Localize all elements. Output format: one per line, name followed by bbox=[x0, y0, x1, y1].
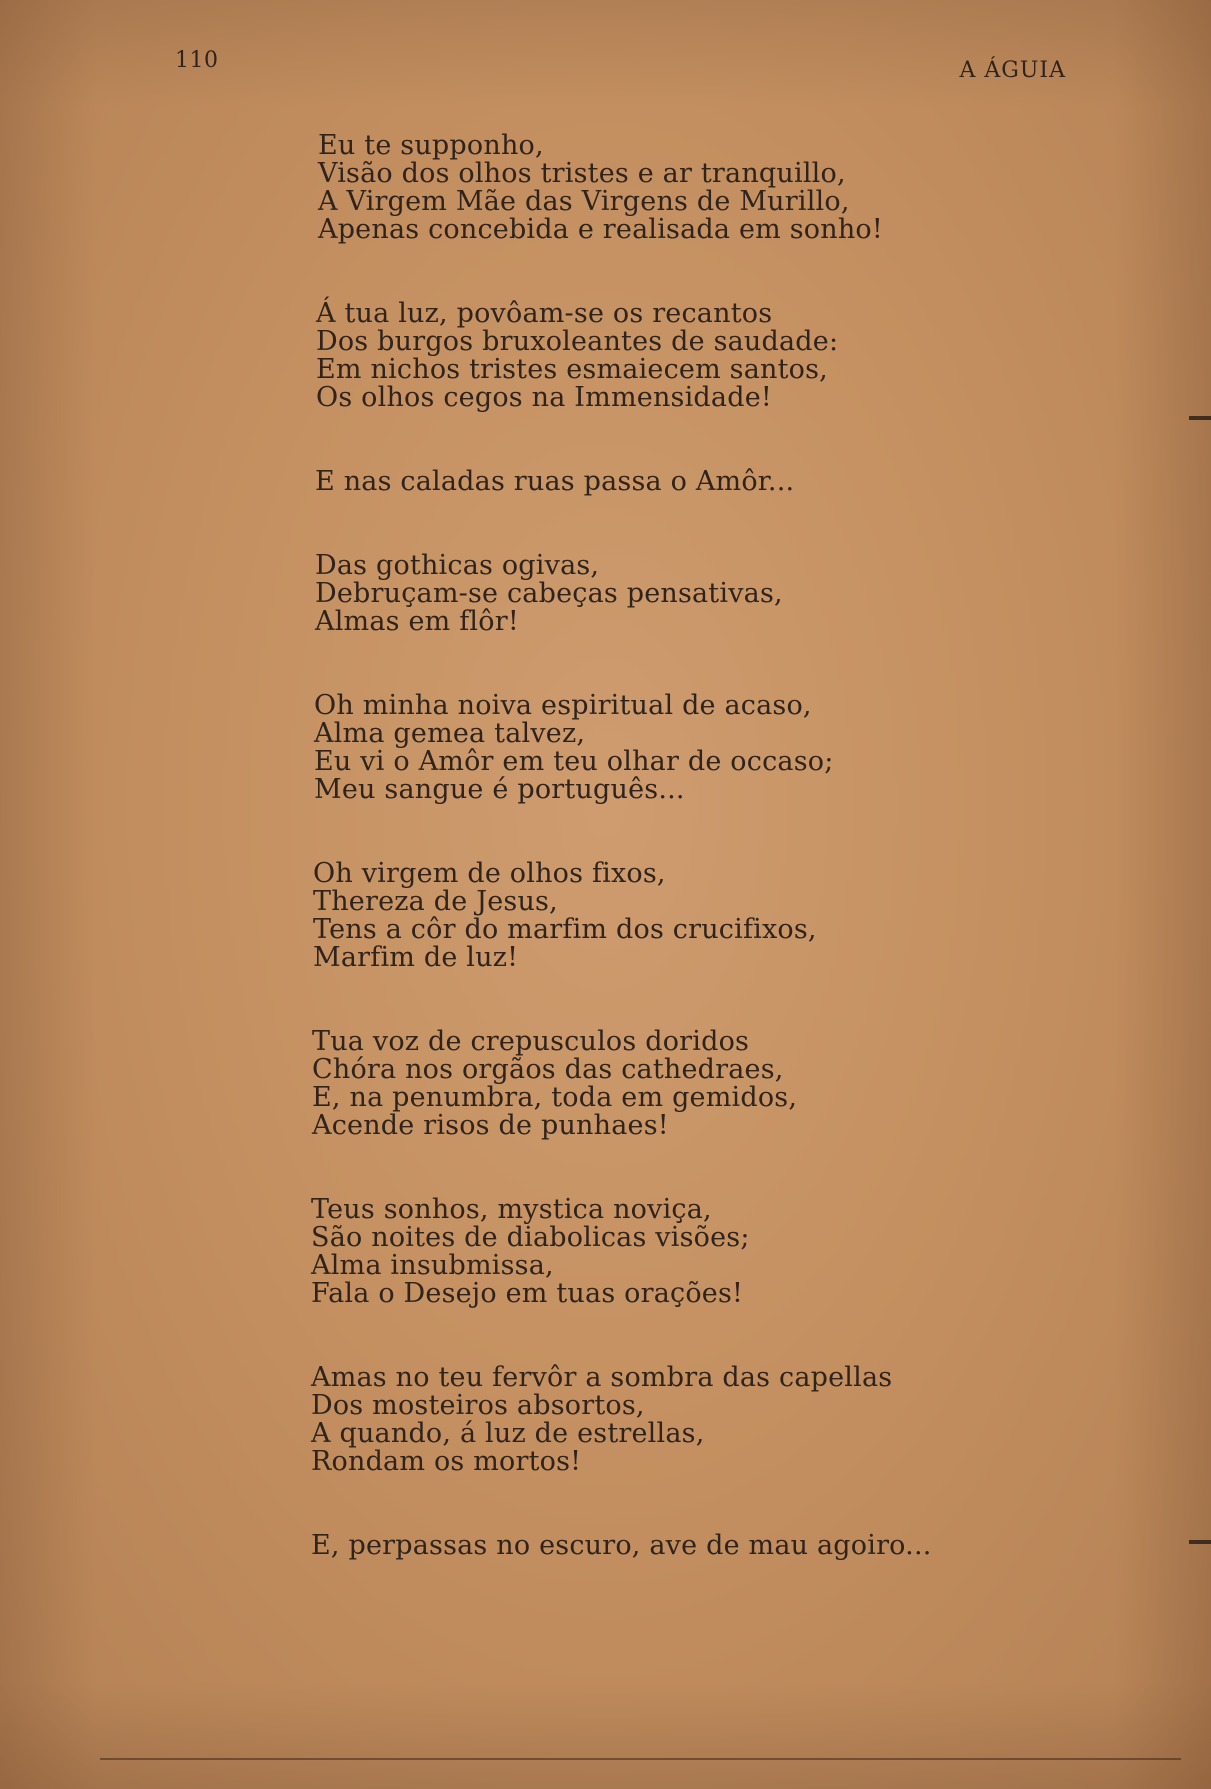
poem-line: E, na penumbra, toda em gemidos, bbox=[312, 1082, 798, 1113]
poem-line: Tens a côr do marfim dos crucifixos, bbox=[313, 914, 817, 945]
margin-mark bbox=[1189, 1540, 1211, 1544]
poem-line: Oh minha noiva espiritual de acaso, bbox=[314, 690, 812, 721]
margin-mark bbox=[1189, 416, 1211, 420]
poem-line: A quando, á luz de estrellas, bbox=[311, 1418, 705, 1449]
poem-line: Á tua luz, povôam-se os recantos bbox=[316, 298, 773, 329]
poem-line: Amas no teu fervôr a sombra das capellas bbox=[311, 1362, 893, 1393]
poem-line: Almas em flôr! bbox=[315, 606, 519, 637]
page-number: 110 bbox=[175, 48, 219, 73]
poem-line: E nas caladas ruas passa o Amôr... bbox=[315, 466, 795, 497]
poem-line: E, perpassas no escuro, ave de mau agoiro... bbox=[311, 1530, 932, 1561]
poem-line: Tua voz de crepusculos doridos bbox=[312, 1026, 750, 1057]
stanza bbox=[311, 1364, 1038, 1476]
poem-line: Teus sonhos, mystica noviça, bbox=[311, 1194, 712, 1225]
poem-line: Em nichos tristes esmaiecem santos, bbox=[316, 354, 828, 385]
stanza bbox=[312, 1028, 1038, 1140]
poem-line: Meu sangue é português... bbox=[314, 774, 685, 805]
stanza bbox=[311, 1532, 1038, 1560]
poem-line: Chóra nos orgãos das cathedraes, bbox=[312, 1054, 784, 1085]
poem-line: Dos mosteiros absortos, bbox=[311, 1390, 645, 1421]
stanza bbox=[316, 300, 1038, 412]
poem-line: Alma insubmissa, bbox=[311, 1250, 554, 1281]
poem-line: Apenas concebida e realisada em sonho! bbox=[318, 214, 883, 245]
poem-line: A Virgem Mãe das Virgens de Murillo, bbox=[318, 186, 850, 217]
stanza bbox=[314, 692, 1038, 804]
poem-line: Eu vi o Amôr em teu olhar de occaso; bbox=[314, 746, 834, 777]
poem-line: Oh virgem de olhos fixos, bbox=[313, 858, 666, 889]
poem-line: Das gothicas ogivas, bbox=[315, 550, 600, 581]
poem-line: Alma gemea talvez, bbox=[314, 718, 586, 749]
poem-line: Acende risos de punhaes! bbox=[312, 1110, 669, 1141]
bottom-rule bbox=[100, 1758, 1181, 1760]
stanza bbox=[315, 552, 1038, 636]
poem bbox=[311, 130, 1038, 1616]
stanza bbox=[315, 468, 1038, 496]
poem-line: Thereza de Jesus, bbox=[313, 886, 558, 917]
running-head: A ÁGUIA bbox=[959, 58, 1066, 83]
poem-line: Dos burgos bruxoleantes de saudade: bbox=[316, 326, 839, 357]
poem-line: Os olhos cegos na Immensidade! bbox=[316, 382, 772, 413]
poem-line: Fala o Desejo em tuas orações! bbox=[311, 1278, 744, 1309]
poem-line: Eu te supponho, bbox=[318, 130, 544, 161]
poem-line: São noites de diabolicas visões; bbox=[311, 1222, 750, 1253]
stanza bbox=[318, 132, 1038, 244]
stanza bbox=[313, 860, 1038, 972]
poem-line: Debruçam-se cabeças pensativas, bbox=[315, 578, 783, 609]
poem-line: Visão dos olhos tristes e ar tranquillo, bbox=[318, 158, 846, 189]
poem-line: Marfim de luz! bbox=[313, 942, 519, 973]
poem-line: Rondam os mortos! bbox=[311, 1446, 582, 1477]
stanza bbox=[311, 1196, 1038, 1308]
